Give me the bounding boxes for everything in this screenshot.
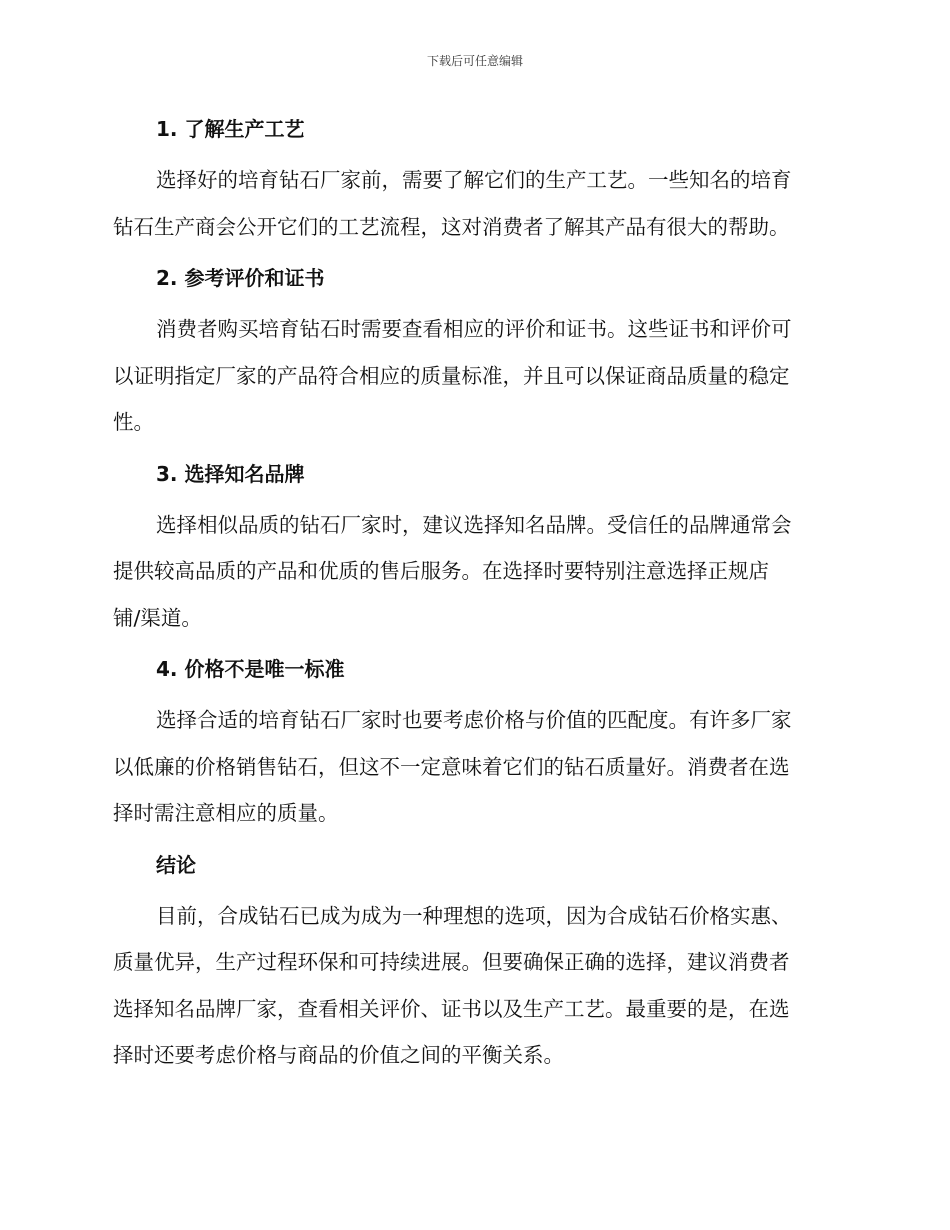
section-heading-3: 3. 选择知名品牌 xyxy=(156,461,305,486)
section-paragraph-conclusion xyxy=(113,893,835,1079)
paragraph-line: 选择知名品牌厂家，查看相关评价、证书以及生产工艺。最重要的是，在选 xyxy=(113,996,790,1021)
page-header: 下载后可任意编辑 xyxy=(426,54,523,68)
paragraph-line: 提供较高品质的产品和优质的售后服务。在选择时要特别注意选择正规店 xyxy=(113,559,769,583)
paragraph-line: 铺/渠道。 xyxy=(113,605,202,630)
paragraph-line: 择时还要考虑价格与商品的价值之间的平衡关系。 xyxy=(113,1043,564,1067)
section-heading-4: 4. 价格不是唯一标准 xyxy=(156,657,345,681)
paragraph-line: 质量优异，生产过程环保和可持续进展。但要确保正确的选择，建议消费者 xyxy=(113,950,790,974)
paragraph-line: 性。 xyxy=(113,410,154,434)
section-paragraph-4 xyxy=(113,697,835,837)
paragraph-line: 以低廉的价格销售钻石，但这不一定意味着它们的钻石质量好。消费者在选 xyxy=(113,754,790,779)
paragraph-line: 以证明指定厂家的产品符合相应的质量标准，并且可以保证商品质量的稳定 xyxy=(113,363,790,388)
section-paragraph-3 xyxy=(113,502,835,642)
paragraph-line: 目前，合成钻石已成为成为一种理想的选项，因为合成钻石价格实惠、 xyxy=(156,903,792,928)
section-paragraph-1 xyxy=(113,157,835,250)
paragraph-line: 选择好的培育钻石厂家前，需要了解它们的生产工艺。一些知名的培育 xyxy=(156,168,792,192)
paragraph-line: 选择相似品质的钻石厂家时，建议选择知名品牌。受信任的品牌通常会 xyxy=(156,512,792,537)
paragraph-line: 择时需注意相应的质量。 xyxy=(113,801,339,825)
paragraph-line: 选择合适的培育钻石厂家时也要考虑价格与价值的匹配度。有许多厂家 xyxy=(156,708,792,732)
section-heading-2: 2. 参考评价和证书 xyxy=(156,266,325,290)
paragraph-line: 钻石生产商会公开它们的工艺流程，这对消费者了解其产品有很大的帮助。 xyxy=(113,214,790,239)
section-heading-conclusion: 结论 xyxy=(156,852,196,877)
section-paragraph-2 xyxy=(113,306,835,446)
document-body xyxy=(113,111,835,1089)
section-heading-1: 1. 了解生产工艺 xyxy=(156,117,305,141)
paragraph-line: 消费者购买培育钻石时需要查看相应的评价和证书。这些证书和评价可 xyxy=(156,317,792,341)
